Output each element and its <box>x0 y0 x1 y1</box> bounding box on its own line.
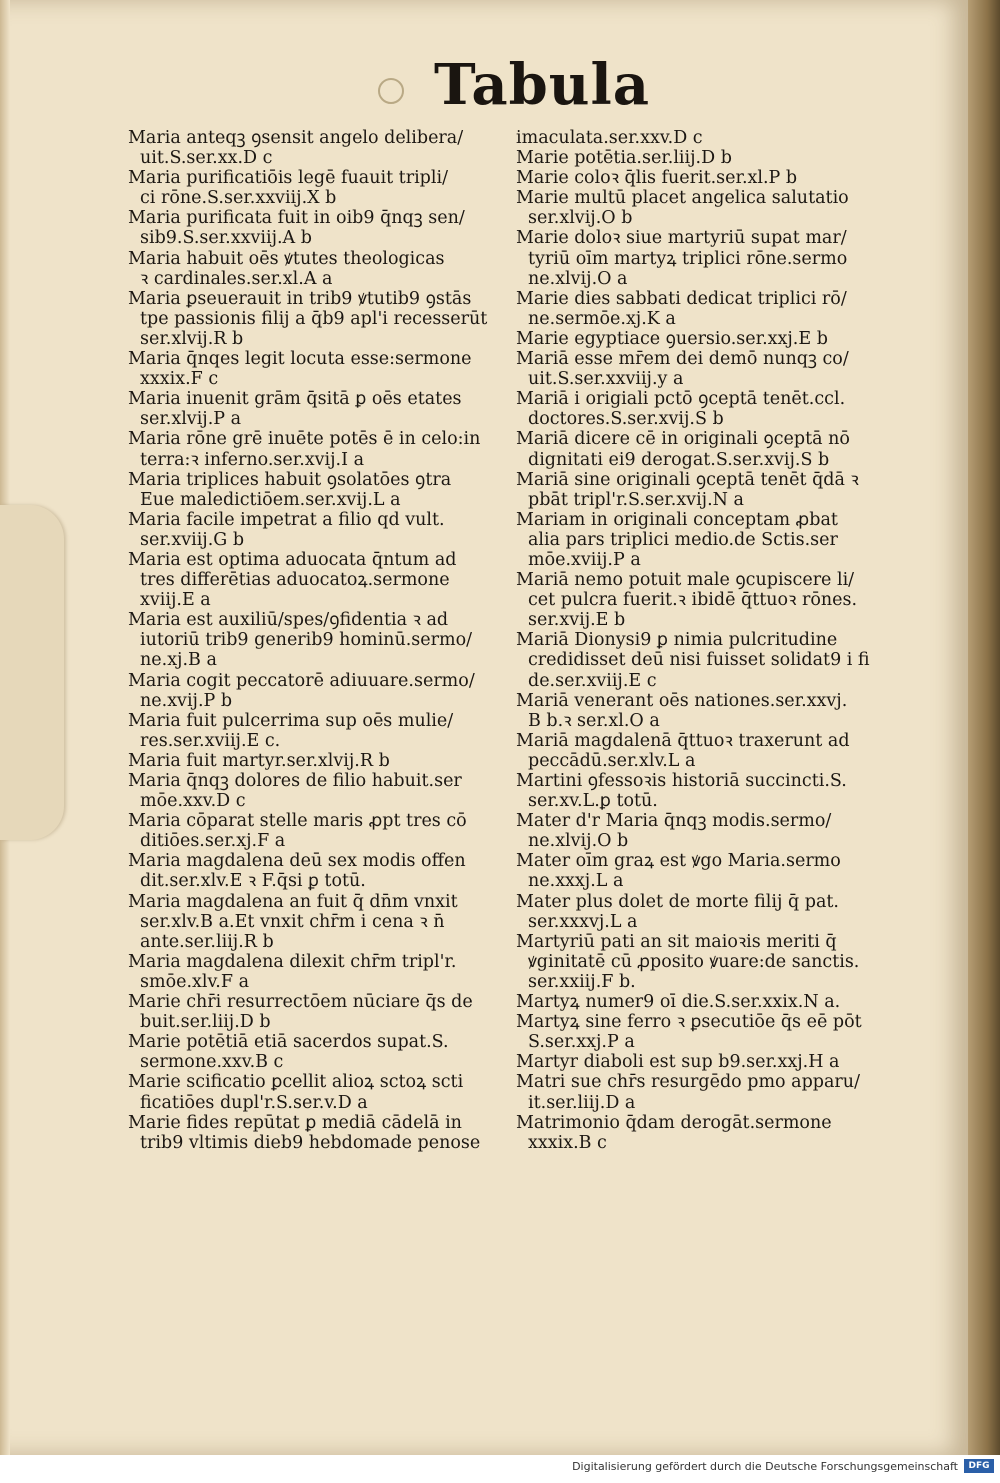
index-entry-line: ne.xlvij.O b <box>528 831 629 852</box>
index-entry <box>128 771 516 811</box>
index-entry <box>516 992 901 1012</box>
index-entry-line: xxxix.F c <box>140 369 219 390</box>
index-entry-line: B b.ꝛ ser.xl.O a <box>528 710 660 731</box>
index-entry-line: alia pars triplici medio.de Sctis.ser <box>528 529 838 550</box>
index-entry-line: iutoriū trib9 generib9 hominū.sermo/ <box>140 630 473 651</box>
index-entry-line: buit.ser.liij.D b <box>140 1012 271 1033</box>
index-entry-line: dit.ser.xlv.E ꝛ F.q̄si ꝑ totū. <box>140 871 366 892</box>
index-entry-line: ficatiōes dupl'r.S.ser.v.D a <box>140 1092 368 1113</box>
index-entry <box>128 992 516 1032</box>
index-entry-line: Maria magdalena deū sex modis offen <box>128 851 466 872</box>
index-entry <box>128 1032 516 1072</box>
index-entry-line: Mariam in originali conceptam ꝓbat <box>516 509 838 530</box>
index-entry-line: Mariā nemo potuit male ꝯcupiscere li/ <box>516 570 855 591</box>
index-entry-line: Marie potētia.ser.liij.D b <box>516 148 732 169</box>
index-entry-line: Marie dies sabbati dedicat triplici rō/ <box>516 288 847 309</box>
index-entry-line: uit.S.ser.xx.D c <box>140 148 273 169</box>
index-entry <box>516 329 901 349</box>
index-entry <box>516 1072 901 1112</box>
index-entry-line: Eue maledictiōem.ser.xvij.L a <box>140 489 401 510</box>
index-entry <box>516 771 901 811</box>
index-entry-line: mōe.xviij.P a <box>528 549 641 570</box>
index-entry-line: Maria q̄nqꝫ dolores de filio habuit.ser <box>128 771 462 791</box>
index-entry-line: Maria cogit peccatorē adiuuare.sermo/ <box>128 670 475 691</box>
index-entry-line: Mariā sine originali ꝯceptā tenēt q̄dā ꝛ <box>516 469 859 490</box>
index-entry-line: cet pulcra fuerit.ꝛ ibidē q̄ttuoꝛ rōnes. <box>528 590 858 611</box>
index-entry-line: tres differētias aduocatoꝝ.sermone <box>140 570 450 591</box>
index-entry <box>516 932 901 992</box>
index-entry <box>516 892 901 932</box>
index-entry-line: Mater oīm graꝝ est ꝟgo Maria.sermo <box>516 851 841 872</box>
index-entry <box>516 168 901 188</box>
index-entry-line: Maria rōne grē inuēte potēs ē in celo:in <box>128 429 481 450</box>
index-entry-line: ne.xvij.P b <box>140 690 233 711</box>
index-entry-line: sermone.xxv.B c <box>140 1052 284 1073</box>
index-entry <box>516 510 901 570</box>
index-entry <box>516 148 901 168</box>
index-entry <box>516 389 901 429</box>
index-entry <box>128 1113 516 1153</box>
title-ornament <box>378 78 404 104</box>
index-entry-line: Maria magdalena an fuit q̄ dn̄m vnxit <box>128 891 458 912</box>
index-entry-line: Martyꝝ sine ferro ꝛ ꝑsecutiōe q̄s eē pōt <box>516 1012 862 1033</box>
index-entry-line: Martyriū pati an sit maioꝛis meriti q̄ <box>516 931 837 952</box>
index-entry <box>516 349 901 389</box>
index-entry-line: tpe passionis filij a q̄b9 apl'i recesserūt <box>140 308 488 329</box>
index-entry-line: mōe.xxv.D c <box>140 791 246 812</box>
index-entry-line: Marie chr̄i resurrectōem nūciare q̄s de <box>128 992 473 1013</box>
index-entry-line: Mariā Dionysi9 ꝑ nimia pulcritudine <box>516 630 838 651</box>
index-entry-line: ser.xxiij.F b. <box>528 971 636 992</box>
index-entry <box>516 570 901 630</box>
index-entry <box>516 691 901 731</box>
index-entry-line: Maria inuenit grām q̄sitā ꝑ oēs etates <box>128 389 462 410</box>
index-entry <box>128 168 516 208</box>
book-binding-edge <box>968 0 1000 1455</box>
index-entry <box>516 1012 901 1052</box>
index-entry-line: ser.xv.L.ꝑ totū. <box>528 791 658 812</box>
index-entry-line: Maria triplices habuit ꝯsolatōes ꝯtra <box>128 469 452 490</box>
index-entry <box>128 1072 516 1112</box>
index-entry <box>128 751 516 771</box>
index-entry-line: Martyr diaboli est sup b9.ser.xxj.H a <box>516 1052 840 1073</box>
index-entry-line: S.ser.xxj.P a <box>528 1032 635 1053</box>
index-entry-line: ci rōne.S.ser.xxviij.X b <box>140 188 337 209</box>
index-entry-line: dignitati ei9 derogat.S.ser.xvij.S b <box>528 449 830 470</box>
index-entry <box>128 389 516 429</box>
index-entry <box>516 128 901 148</box>
index-entry-line: Maria habuit oēs ꝟtutes theologicas <box>128 248 445 269</box>
index-entry <box>516 1113 901 1153</box>
dfg-logo: DFG <box>964 1459 994 1473</box>
index-entry <box>128 510 516 550</box>
index-entry-line: ditiōes.ser.xj.F a <box>140 831 286 852</box>
index-entry-line: ser.xvij.E b <box>528 610 626 631</box>
index-entry-line: it.ser.liij.D a <box>528 1092 636 1113</box>
digitization-credit: Digitalisierung gefördert durch die Deutsche Forschungsgemeinschaft <box>572 1460 958 1473</box>
index-entry-line: ne.xxxj.L a <box>528 871 624 892</box>
index-entry-line: ꝟginitatē cū ꝓposito ꝟuare:de sanctis. <box>528 951 860 972</box>
index-entry <box>516 188 901 228</box>
index-entry-line: imaculata.ser.xxv.D c <box>516 128 703 148</box>
index-entry <box>128 610 516 670</box>
index-entry <box>516 470 901 510</box>
index-entry <box>128 429 516 469</box>
index-entry <box>128 349 516 389</box>
index-entry-line: Mariā esse mr̄em dei demō nunqꝫ co/ <box>516 349 849 370</box>
index-entry-line: Matrimonio q̄dam derogāt.sermone <box>516 1112 832 1133</box>
index-entry-line: Marie egyptiace ꝯuersio.ser.xxj.E b <box>516 328 828 349</box>
index-column-left <box>128 128 516 1153</box>
index-entry <box>128 811 516 851</box>
index-entry-line: ne.sermōe.xj.K a <box>528 308 676 329</box>
index-entry <box>516 228 901 288</box>
index-entry-line: ser.xviij.G b <box>140 529 245 550</box>
index-entry <box>516 851 901 891</box>
index-entry-line: terra:ꝛ inferno.ser.xvij.I a <box>140 449 365 470</box>
index-entry-line: Maria fuit martyr.ser.xlvij.R b <box>128 750 390 771</box>
index-entry-line: ser.xxxvj.L a <box>528 911 638 932</box>
index-entry-line: tyriū oīm martyꝝ triplici rōne.sermo <box>528 248 848 269</box>
index-entry <box>516 429 901 469</box>
index-entry-line: ante.ser.liij.R b <box>140 931 274 952</box>
index-entry-line: Maria est optima aduocata q̄ntum ad <box>128 549 457 570</box>
index-entry-line: Martyꝝ numer9 oī die.S.ser.xxix.N a. <box>516 992 841 1013</box>
index-entry <box>128 711 516 751</box>
index-entry-line: Marie fides repūtat ꝑ mediā cādelā in <box>128 1112 462 1133</box>
index-entry-line: Maria purificata fuit in oib9 q̄nqꝫ sen/ <box>128 208 465 229</box>
index-entry-line: sib9.S.ser.xxviij.A b <box>140 228 312 249</box>
index-entry-line: Mariā magdalenā q̄ttuoꝛ traxerunt ad <box>516 730 850 751</box>
index-entry-line: Maria facile impetrat a filio qd̄ vult. <box>128 509 445 530</box>
index-entry-line: Mariā i origiali pctō ꝯceptā tenēt.ccl. <box>516 389 846 410</box>
index-entry <box>128 851 516 891</box>
index-entry <box>128 671 516 711</box>
index-entry <box>516 731 901 771</box>
index-entry-line: Mater d'r Maria q̄nqꝫ modis.sermo/ <box>516 811 832 832</box>
index-entry-line: ser.xlv.B a.Et vnxit chr̄m i cena ꝛ n̄ <box>140 911 445 932</box>
index-entry-line: doctores.S.ser.xvij.S b <box>528 409 724 430</box>
index-entry-line: xxxix.B c <box>528 1132 607 1153</box>
index-entry-line: Maria est auxiliū/spes/ꝯfidentia ꝛ ad <box>128 610 449 631</box>
index-entry-line: Maria anteqꝫ ꝯsensit angelo delibera/ <box>128 128 464 148</box>
index-entry-line: Marie doloꝛ siue martyriū supat mar/ <box>516 228 847 249</box>
index-entry-line: Maria fuit pulcerrima sup oēs mulie/ <box>128 710 454 731</box>
index-entry-line: ne.xlvij.O a <box>528 268 628 289</box>
index-entry-line: trib9 vltimis dieb9 hebdomade penose <box>140 1132 481 1153</box>
index-entry-line: Matri sue chr̄s resurgēdo pmo apparu/ <box>516 1072 860 1093</box>
index-entry-line: smōe.xlv.F a <box>140 971 250 992</box>
index-entry-line: credidisset deū nisi fuisset solidat9 i fi <box>528 650 870 671</box>
index-entry <box>128 208 516 248</box>
index-entry-line: Maria cōparat stelle maris ꝓpt tres cō <box>128 811 467 832</box>
index-entry-line: Marie potētiā etiā sacerdos supat.S. <box>128 1032 449 1053</box>
index-entry-line: Maria purificatiōis legē fuauit tripli/ <box>128 168 448 189</box>
index-entry-line: ser.xlvij.R b <box>140 328 244 349</box>
index-entry <box>128 249 516 289</box>
index-entry-line: Marie multū placet angelica salutatio <box>516 188 849 209</box>
index-column-right <box>516 128 901 1153</box>
index-entry <box>516 1052 901 1072</box>
index-entry <box>128 289 516 349</box>
index-entry-line: ꝛ cardinales.ser.xl.A a <box>140 268 333 289</box>
index-entry-line: xviij.E a <box>140 590 211 611</box>
index-entry-line: ne.xj.B a <box>140 650 217 671</box>
index-entry <box>128 470 516 510</box>
index-entry-line: ser.xlvij.P a <box>140 409 242 430</box>
index-entry-line: Martini ꝯfessoꝛis historiā succincti.S. <box>516 771 847 791</box>
index-entry-line: Maria ꝑseuerauit in trib9 ꝟtutib9 ꝯstās <box>128 288 472 309</box>
index-entry-line: Marie coloꝛ q̄lis fuerit.ser.xl.P b <box>516 168 798 189</box>
index-entry-line: Mariā venerant oēs nationes.ser.xxvj. <box>516 690 848 711</box>
index-entry <box>516 630 901 690</box>
index-entry-line: pbāt tripl'r.S.ser.xvij.N a <box>528 489 744 510</box>
index-entry <box>128 128 516 168</box>
index-entry-line: Maria q̄nqes legit locuta esse:sermone <box>128 349 472 370</box>
index-entry <box>128 550 516 610</box>
index-entry <box>128 892 516 952</box>
index-entry <box>516 811 901 851</box>
index-entry-line: res.ser.xviij.E c. <box>140 730 281 751</box>
page-title: Tabula <box>434 52 651 118</box>
index-entry-line: ser.xlvij.O b <box>528 208 633 229</box>
index-entry-line: Mariā dicere cē in originali ꝯceptā nō <box>516 429 850 450</box>
index-entry-line: Mater plus dolet de morte filij q̄ pat. <box>516 891 839 912</box>
index-entry-line: de.ser.xviij.E c <box>528 670 657 691</box>
index-entry-line: peccādū.ser.xlv.L a <box>528 750 696 771</box>
index-entry <box>516 289 901 329</box>
index-entry-line: Maria magdalena dilexit chr̄m tripl'r. <box>128 951 457 972</box>
index-entry-line: uit.S.ser.xxviij.y a <box>528 369 684 390</box>
index-entry-line: Marie scificatio ꝑcellit alioꝝ sctoꝝ scti <box>128 1072 464 1093</box>
index-entry <box>128 952 516 992</box>
page-tab-notch <box>0 505 64 840</box>
